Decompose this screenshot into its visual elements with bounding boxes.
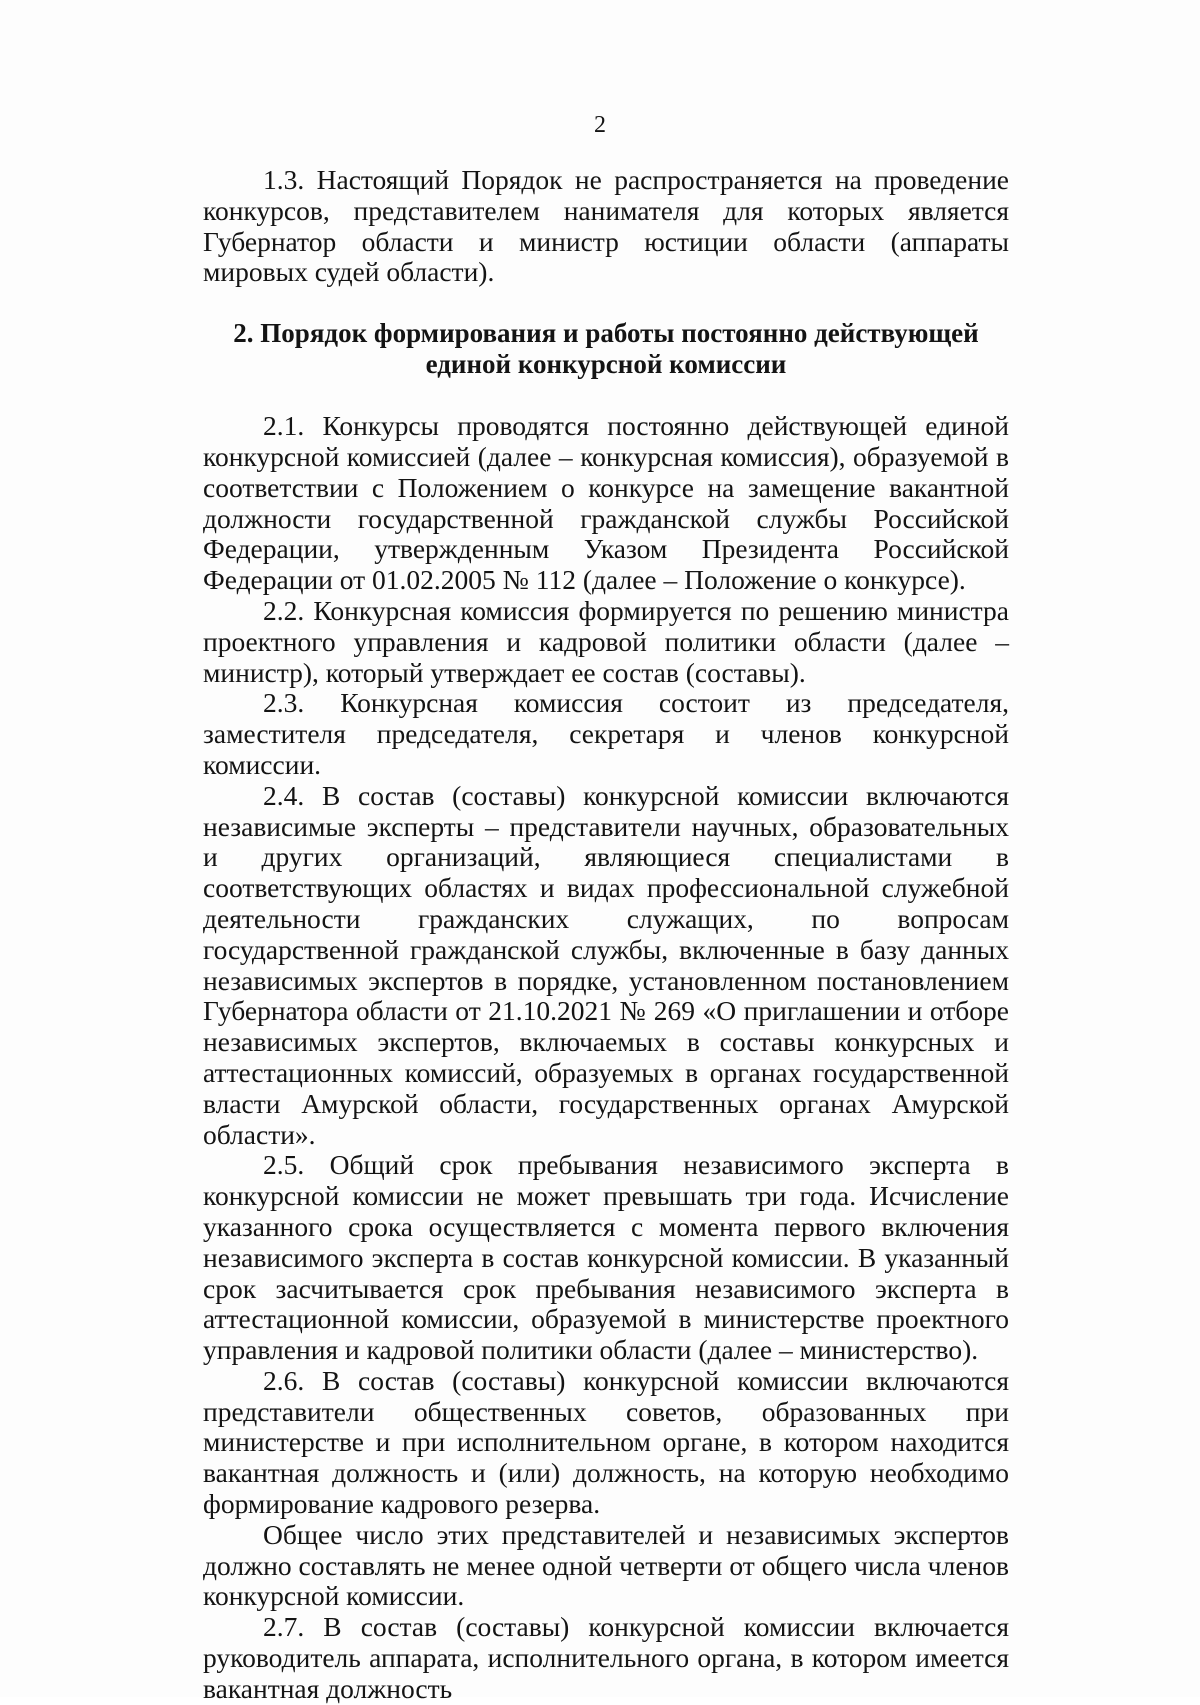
page-number: 2 [594,112,606,138]
paragraph-2-7: 2.7. В состав (составы) конкурсной комиссии включается руководитель аппарата, исполнительного органа, в котором имеется вакантная должность [203,1611,1009,1704]
section-2-title: 2. Порядок формирования и работы постоянно действующей единой конкурсной комиссии [233,318,979,380]
document-body [203,165,1009,1705]
paragraph-2-4: 2.4. В состав (составы) конкурсной комиссии включаются независимые эксперты – представители научных, образовательных и других организаций, являющиеся специалистами в соответствующих областях и видах профессиональной служебной деятельности гражданских служащих, по вопросам государственной гражданской службы, включенные в базу данных независимых экспертов в порядке, установленном постановлением Губернатора области от 21.10.2021 № 269 «О приглашении и отборе независимых экспертов, включаемых в составы конкурсных и аттестационных комиссий, образуемых в органах государственной власти Амурской области, государственных органах Амурской области». [203,779,1009,1150]
paragraph-2-6: 2.6. В состав (составы) конкурсной комиссии включаются представители общественных советов, образованных при министерстве и при исполнительном органе, в котором находится вакантная должность и (или) должность, на которую необходимо формирование кадрового резерва. [203,1364,1009,1520]
paragraph-2-1: 2.1. Конкурсы проводятся постоянно действующей единой конкурсной комиссией (далее – конкурсная комиссия), образуемой в соответствии с Положением о конкурсе на замещение вакантной должности государственной гражданской службы Российской Федерации, утвержденным Указом Президента Российской Федерации от 01.02.2005 № 112 (далее – Положение о конкурсе). [203,410,1009,596]
paragraph-2-2: 2.2. Конкурсная комиссия формируется по решению министра проектного управления и кадровой политики области (далее – министр), который утверждает ее состав (составы). [203,594,1009,688]
paragraph-2-5: 2.5. Общий срок пребывания независимого эксперта в конкурсной комиссии не может превышать три года. Исчисление указанного срока осуществляется с момента первого включения независимого эксперта в состав конкурсной комиссии. В указанный срок засчитывается срок пребывания независимого эксперта в аттестационной комиссии, образуемой в министерстве проектного управления и кадровой политики области (далее – министерство). [203,1149,1009,1366]
paragraph-2-6-continuation: Общее число этих представителей и независимых экспертов должно составлять не менее одной четверти от общего числа членов конкурсной комиссии. [203,1518,1009,1612]
paragraph-1-3: 1.3. Настоящий Порядок не распространяется на проведение конкурсов, представителем нанимателя для которых является Губернатор области и министр юстиции области (аппараты мировых судей области). [203,164,1009,288]
paragraph-2-3: 2.3. Конкурсная комиссия состоит из председателя, заместителя председателя, секретаря и членов конкурсной комиссии. [203,687,1009,780]
